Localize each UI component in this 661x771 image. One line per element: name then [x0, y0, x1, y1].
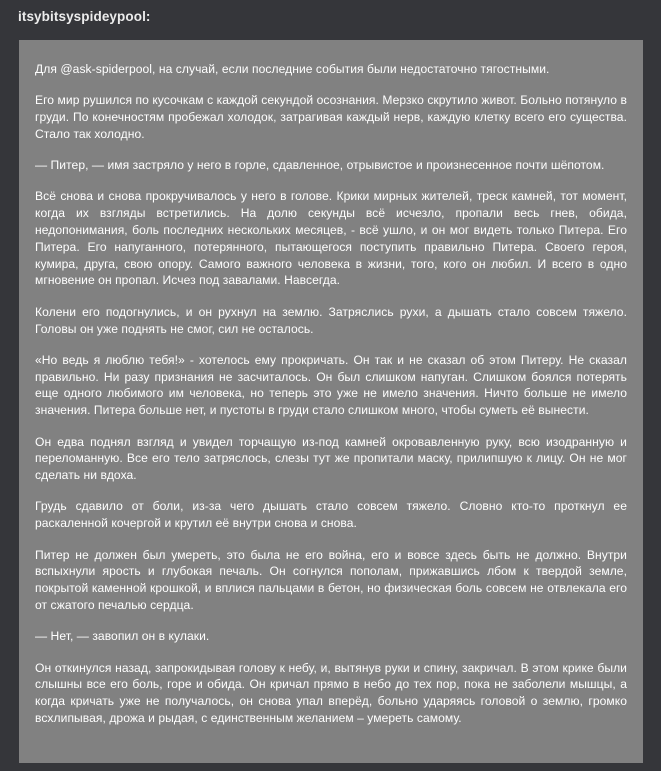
post-paragraph-5: Колени его подогнулись, и он рухнул на землю. Затряслись рухи, а дышать стало совсем тяжело. Головы он уже поднять не смог, сил не осталось.: [35, 304, 627, 336]
post-paragraph-2: Его мир рушился по кусочкам с каждой секундой осознания. Мерзко скрутило живот. Больно потянуло в груди. По конечностям пробежал холодок, затрагивая каждый нерв, каждую клетку всего его существа. Стало так холодно.: [35, 93, 627, 141]
post-paragraph-3: — Питер, — имя застряло у него в горле, сдавленное, отрывистое и произнесенное почти шёпотом.: [35, 158, 605, 173]
post-paragraph-11: Он откинулся назад, запрокидывая голову к небу, и, вытянув руки и спину, закричал. В этом крике были слышны все его боль, горе и обида. Он кричал прямо в небо до тех пор, пока не заболели мышцы, а когда кричать уже не получалось, он снова упал вперёд, больно ударяясь головой о землю, громко всхлипывая, дрожа и рыдая, с единственным желанием – умереть самому.: [35, 660, 627, 725]
post-paragraph-4: Всё снова и снова прокручивалось у него в голове. Крики мирных жителей, треск камней, тот момент, когда их взгляды встретились. На долю секунды всё исчезло, пропали весь гнев, обида, недопонимания, боль последних нескольких месяцев, - всё ушло, и он мог видеть только Питера. Его Питера. Его напуганного, потерянного, пытающегося поступить правильно Питера. Своего героя, кумира, друга, свою опору. Самого важного человека в жизни, того, кого он любил. И всего в одно мгновение он пропал. Исчез под завалами. Навсегда.: [35, 189, 627, 288]
post-paragraph-6: «Но ведь я люблю тебя!» - хотелось ему прокричать. Он так и не сказал об этом Питеру. Не сказал правильно. Ни разу признания не засчиталось. Он был слишком напуган. Слишком боялся потерять еще одного любимого им человека, но теперь это уже не имело значения. Ничто больше не имело значения. Питера больше нет, и пустоты в груди стало слишком много, чтобы суметь её вынести.: [35, 352, 627, 418]
post-paragraph-7: Он едва поднял взгляд и увидел торчащую из-под камней окровавленную руку, всю изодранную и переломанную. Все его тело затряслось, слезы тут же пропитали маску, прилипшую к лицу. Он не мог сделать ни вдоха.: [35, 434, 627, 483]
quoted-post-body: [19, 40, 643, 763]
post-paragraph-1: Для @ask-spiderpool, на случай, если последние события были недостаточно тягостными.: [35, 62, 550, 76]
post-paragraph-10: — Нет, — завопил он в кулаки.: [35, 629, 210, 644]
post-paragraph-8: Грудь сдавило от боли, из-за чего дышать стало совсем тяжело. Словно кто-то проткнул ее раскаленной кочергой и крутил её внутри снова и снова.: [35, 499, 627, 531]
post-paragraph-9: Питер не должен был умереть, это была не его война, его и вовсе здесь быть не должно. Внутри вспыхнули ярость и глубокая печаль. Он согнулся пополам, прижавшись лбом к твердой земле, покрытой каменной крошкой, и вплися пальцами в бетон, но физическая боль совсем не отвлекала его от сжатого печалью сердца.: [35, 547, 627, 612]
post-author-username[interactable]: itsybitsyspideypool:: [18, 9, 151, 24]
